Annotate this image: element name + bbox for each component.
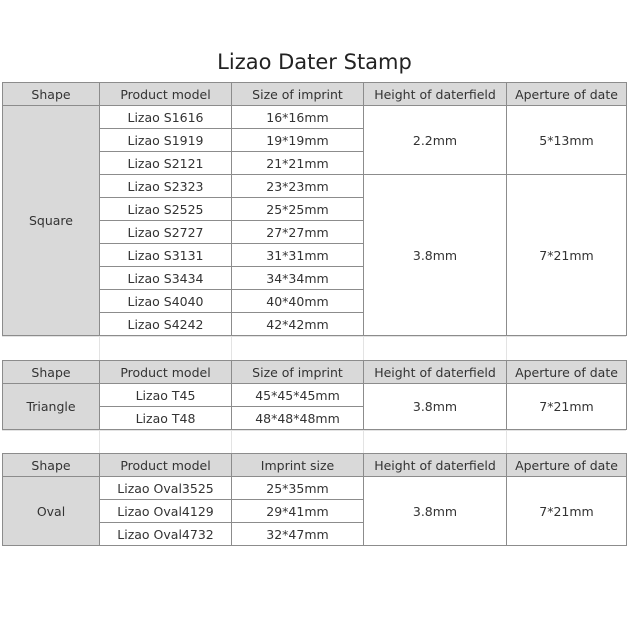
aperture-cell: 7*21mm (507, 175, 627, 336)
header-size-of-imprint: Size of imprint (232, 83, 364, 106)
size-cell: 23*23mm (232, 175, 364, 198)
header-product-model: Product model (100, 361, 232, 384)
size-cell: 31*31mm (232, 244, 364, 267)
square-stamp-table (2, 82, 627, 336)
size-cell: 25*25mm (232, 198, 364, 221)
model-cell: Lizao S2121 (100, 152, 232, 175)
size-cell: 27*27mm (232, 221, 364, 244)
model-cell: Lizao Oval4732 (100, 523, 232, 546)
size-cell: 25*35mm (232, 477, 364, 500)
size-cell: 40*40mm (232, 290, 364, 313)
size-cell: 45*45*45mm (232, 384, 364, 407)
model-cell: Lizao S2323 (100, 175, 232, 198)
table-row (3, 384, 627, 407)
table-header-row (3, 361, 627, 384)
model-cell: Lizao T48 (100, 407, 232, 430)
page-title: Lizao Dater Stamp (217, 50, 412, 74)
header-imprint-size: Imprint size (232, 454, 364, 477)
triangle-stamp-table (2, 360, 627, 430)
model-cell: Lizao S2727 (100, 221, 232, 244)
height-cell: 2.2mm (364, 106, 507, 175)
header-height-of-daterfield: Height of daterfield (364, 361, 507, 384)
aperture-cell: 7*21mm (507, 384, 627, 430)
shape-cell: Square (3, 106, 100, 336)
size-cell: 16*16mm (232, 106, 364, 129)
table-header-row (3, 454, 627, 477)
model-cell: Lizao S2525 (100, 198, 232, 221)
size-cell: 48*48*48mm (232, 407, 364, 430)
aperture-cell: 5*13mm (507, 106, 627, 175)
table-row (3, 477, 627, 500)
aperture-cell: 7*21mm (507, 477, 627, 546)
model-cell: Lizao S4242 (100, 313, 232, 336)
height-cell: 3.8mm (364, 477, 507, 546)
header-shape: Shape (3, 83, 100, 106)
shape-cell: Triangle (3, 384, 100, 430)
header-height-of-daterfield: Height of daterfield (364, 454, 507, 477)
model-cell: Lizao S1919 (100, 129, 232, 152)
model-cell: Lizao S1616 (100, 106, 232, 129)
header-aperture-of-date: Aperture of date (507, 454, 627, 477)
table-spacer (2, 430, 626, 454)
header-product-model: Product model (100, 454, 232, 477)
header-shape: Shape (3, 454, 100, 477)
shape-cell: Oval (3, 477, 100, 546)
header-product-model: Product model (100, 83, 232, 106)
size-cell: 19*19mm (232, 129, 364, 152)
size-cell: 34*34mm (232, 267, 364, 290)
table-header-row (3, 83, 627, 106)
size-cell: 42*42mm (232, 313, 364, 336)
oval-stamp-table (2, 453, 627, 546)
header-size-of-imprint: Size of imprint (232, 361, 364, 384)
model-cell: Lizao Oval3525 (100, 477, 232, 500)
model-cell: Lizao S4040 (100, 290, 232, 313)
header-aperture-of-date: Aperture of date (507, 361, 627, 384)
model-cell: Lizao S3131 (100, 244, 232, 267)
size-cell: 32*47mm (232, 523, 364, 546)
size-cell: 21*21mm (232, 152, 364, 175)
model-cell: Lizao T45 (100, 384, 232, 407)
model-cell: Lizao S3434 (100, 267, 232, 290)
header-height-of-daterfield: Height of daterfield (364, 83, 507, 106)
size-cell: 29*41mm (232, 500, 364, 523)
table-row (3, 106, 627, 129)
header-shape: Shape (3, 361, 100, 384)
table-spacer (2, 336, 626, 361)
header-aperture-of-date: Aperture of date (507, 83, 627, 106)
height-cell: 3.8mm (364, 175, 507, 336)
height-cell: 3.8mm (364, 384, 507, 430)
model-cell: Lizao Oval4129 (100, 500, 232, 523)
